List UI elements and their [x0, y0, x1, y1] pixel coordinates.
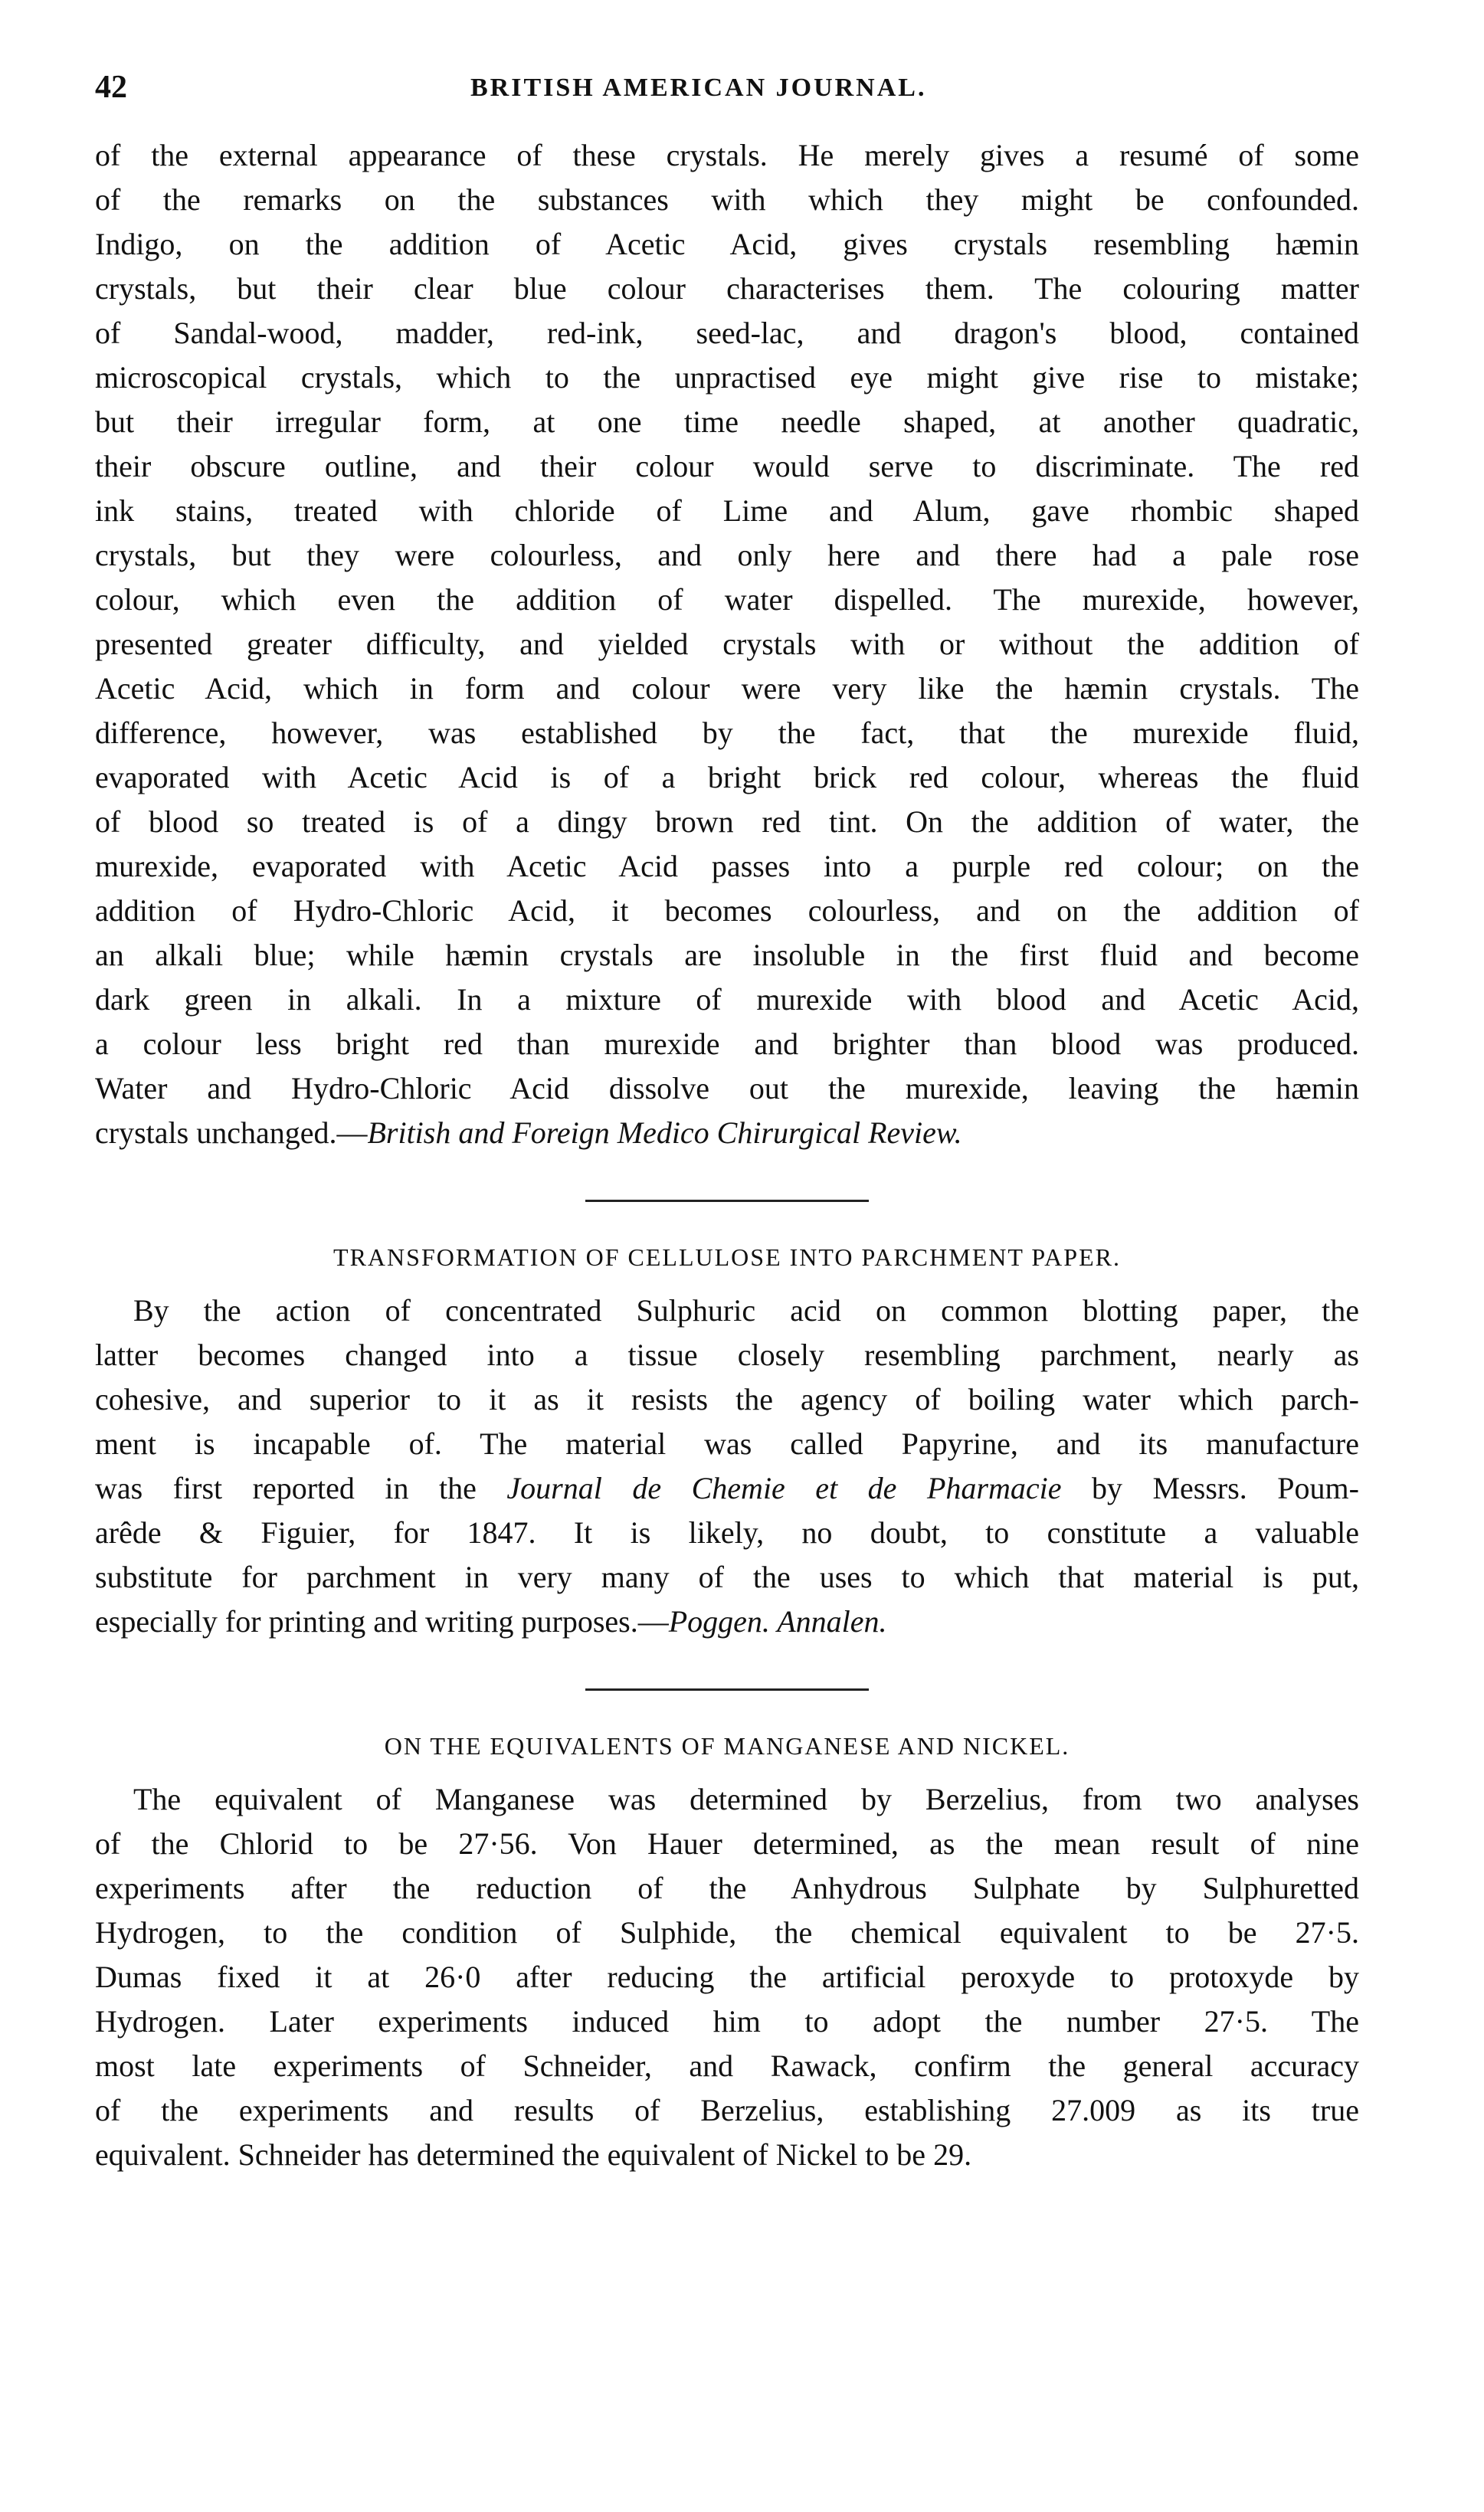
text-line: a colour less bright red than murexide and brighter than blood was produced. [95, 1027, 1359, 1061]
text-line: Water and Hydro-Chloric Acid dissolve out the murexide, leaving the hæmin [95, 1071, 1359, 1105]
section-divider [585, 1688, 869, 1691]
text-line: Indigo, on the addition of Acetic Acid, gives crystals resembling hæmin [95, 227, 1359, 261]
text-line: presented greater difficulty, and yielded crystals with or without the addition of [95, 627, 1359, 661]
text-line: their obscure outline, and their colour would serve to discriminate. The red [95, 449, 1359, 483]
text-line-with-source [95, 1111, 1359, 1155]
text-line: of the experiments and results of Berzelius, establishing 27.009 as its true [95, 2093, 1359, 2127]
text-line: microscopical crystals, which to the unpractised eye might give rise to mistake; [95, 360, 1359, 395]
text-line: most late experiments of Schneider, and Rawack, confirm the general accuracy [95, 2049, 1359, 2083]
text-line: dark green in alkali. In a mixture of murexide with blood and Acetic Acid, [95, 982, 1359, 1017]
text-line-content: especially for printing and writing purposes.— [95, 1604, 669, 1639]
page-number: 42 [95, 70, 127, 105]
article-title: TRANSFORMATION OF CELLULOSE INTO PARCHMENT PAPER. [333, 1243, 1121, 1271]
text-line: Hydrogen. Later experiments induced him to adopt the number 27·5. The [95, 2004, 1359, 2039]
text-line: By the action of concentrated Sulphuric acid on common blotting paper, the [133, 1293, 1359, 1328]
text-line: of the external appearance of these crystals. He merely gives a resumé of some [95, 138, 1359, 172]
text-line: Acetic Acid, which in form and colour were very like the hæmin crystals. The [95, 671, 1359, 706]
text-line: cohesive, and superior to it as it resists the agency of boiling water which parch- [95, 1382, 1359, 1416]
article-source: Poggen. Annalen. [668, 1604, 887, 1639]
section-divider [585, 1200, 869, 1202]
text-line: substitute for parchment in very many of the uses to which that material is put, [95, 1560, 1359, 1594]
text-line-with-source [95, 1600, 1359, 1644]
text-line: of Sandal-wood, madder, red-ink, seed-lac, and dragon's blood, contained [95, 316, 1359, 350]
text-line: crystals, but they were colourless, and only here and there had a pale rose [95, 538, 1359, 572]
text-line: an alkali blue; while hæmin crystals are insoluble in the first fluid and become [95, 938, 1359, 972]
text-line: equivalent. Schneider has determined the equivalent of Nickel to be 29. [95, 2137, 972, 2172]
text-line: evaporated with Acetic Acid is of a bright brick red colour, whereas the fluid [95, 760, 1359, 794]
text-line: Dumas fixed it at 26·0 after reducing the artificial peroxyde to protoxyde by [95, 1960, 1359, 1994]
text-line: latter becomes changed into a tissue closely resembling parchment, nearly as [95, 1338, 1359, 1372]
text-line: ink stains, treated with chloride of Lime and Alum, gave rhombic shaped [95, 493, 1359, 528]
text-line-content: crystals unchanged.— [95, 1115, 368, 1150]
article-paragraph [95, 1289, 1359, 1644]
article-paragraph [95, 1777, 1359, 2177]
text-line: arêde & Figuier, for 1847. It is likely, no doubt, to constitute a valuable [95, 1515, 1359, 1550]
text-line: of the remarks on the substances with which they might be confounded. [95, 182, 1359, 217]
text-line: murexide, evaporated with Acetic Acid passes into a purple red colour; on the [95, 849, 1359, 883]
text-line: colour, which even the addition of water dispelled. The murexide, however, [95, 582, 1359, 617]
text-line-with-citation [95, 1466, 1359, 1511]
text-line: experiments after the reduction of the Anhydrous Sulphate by Sulphuretted [95, 1871, 1359, 1905]
text-line-content: by Messrs. Poum- [1061, 1471, 1359, 1505]
text-line-content: was first reported in the [95, 1471, 507, 1505]
article-continuation-paragraph [95, 133, 1359, 1155]
text-line: difference, however, was established by the fact, that the murexide fluid, [95, 716, 1359, 750]
running-head [95, 69, 1359, 130]
text-line: but their irregular form, at one time needle shaped, at another quadratic, [95, 404, 1359, 439]
text-line: of blood so treated is of a dingy brown red tint. On the addition of water, the [95, 804, 1359, 839]
journal-citation: Journal de Chemie et de Pharmacie [506, 1471, 1062, 1505]
document-page [95, 69, 1359, 2177]
text-line: Hydrogen, to the condition of Sulphide, the chemical equivalent to be 27·5. [95, 1915, 1359, 1950]
text-line: of the Chlorid to be 27·56. Von Hauer determined, as the mean result of nine [95, 1826, 1359, 1861]
text-line: addition of Hydro-Chloric Acid, it becomes colourless, and on the addition of [95, 893, 1359, 928]
text-line: crystals, but their clear blue colour characterises them. The colouring matter [95, 271, 1359, 306]
text-line: ment is incapable of. The material was called Papyrine, and its manufacture [95, 1426, 1359, 1461]
journal-title: BRITISH AMERICAN JOURNAL. [470, 74, 927, 102]
text-line: The equivalent of Manganese was determined by Berzelius, from two analyses [133, 1782, 1359, 1816]
article-source: British and Foreign Medico Chirurgical Review. [367, 1115, 962, 1150]
article-title: ON THE EQUIVALENTS OF MANGANESE AND NICKEL. [384, 1732, 1070, 1760]
